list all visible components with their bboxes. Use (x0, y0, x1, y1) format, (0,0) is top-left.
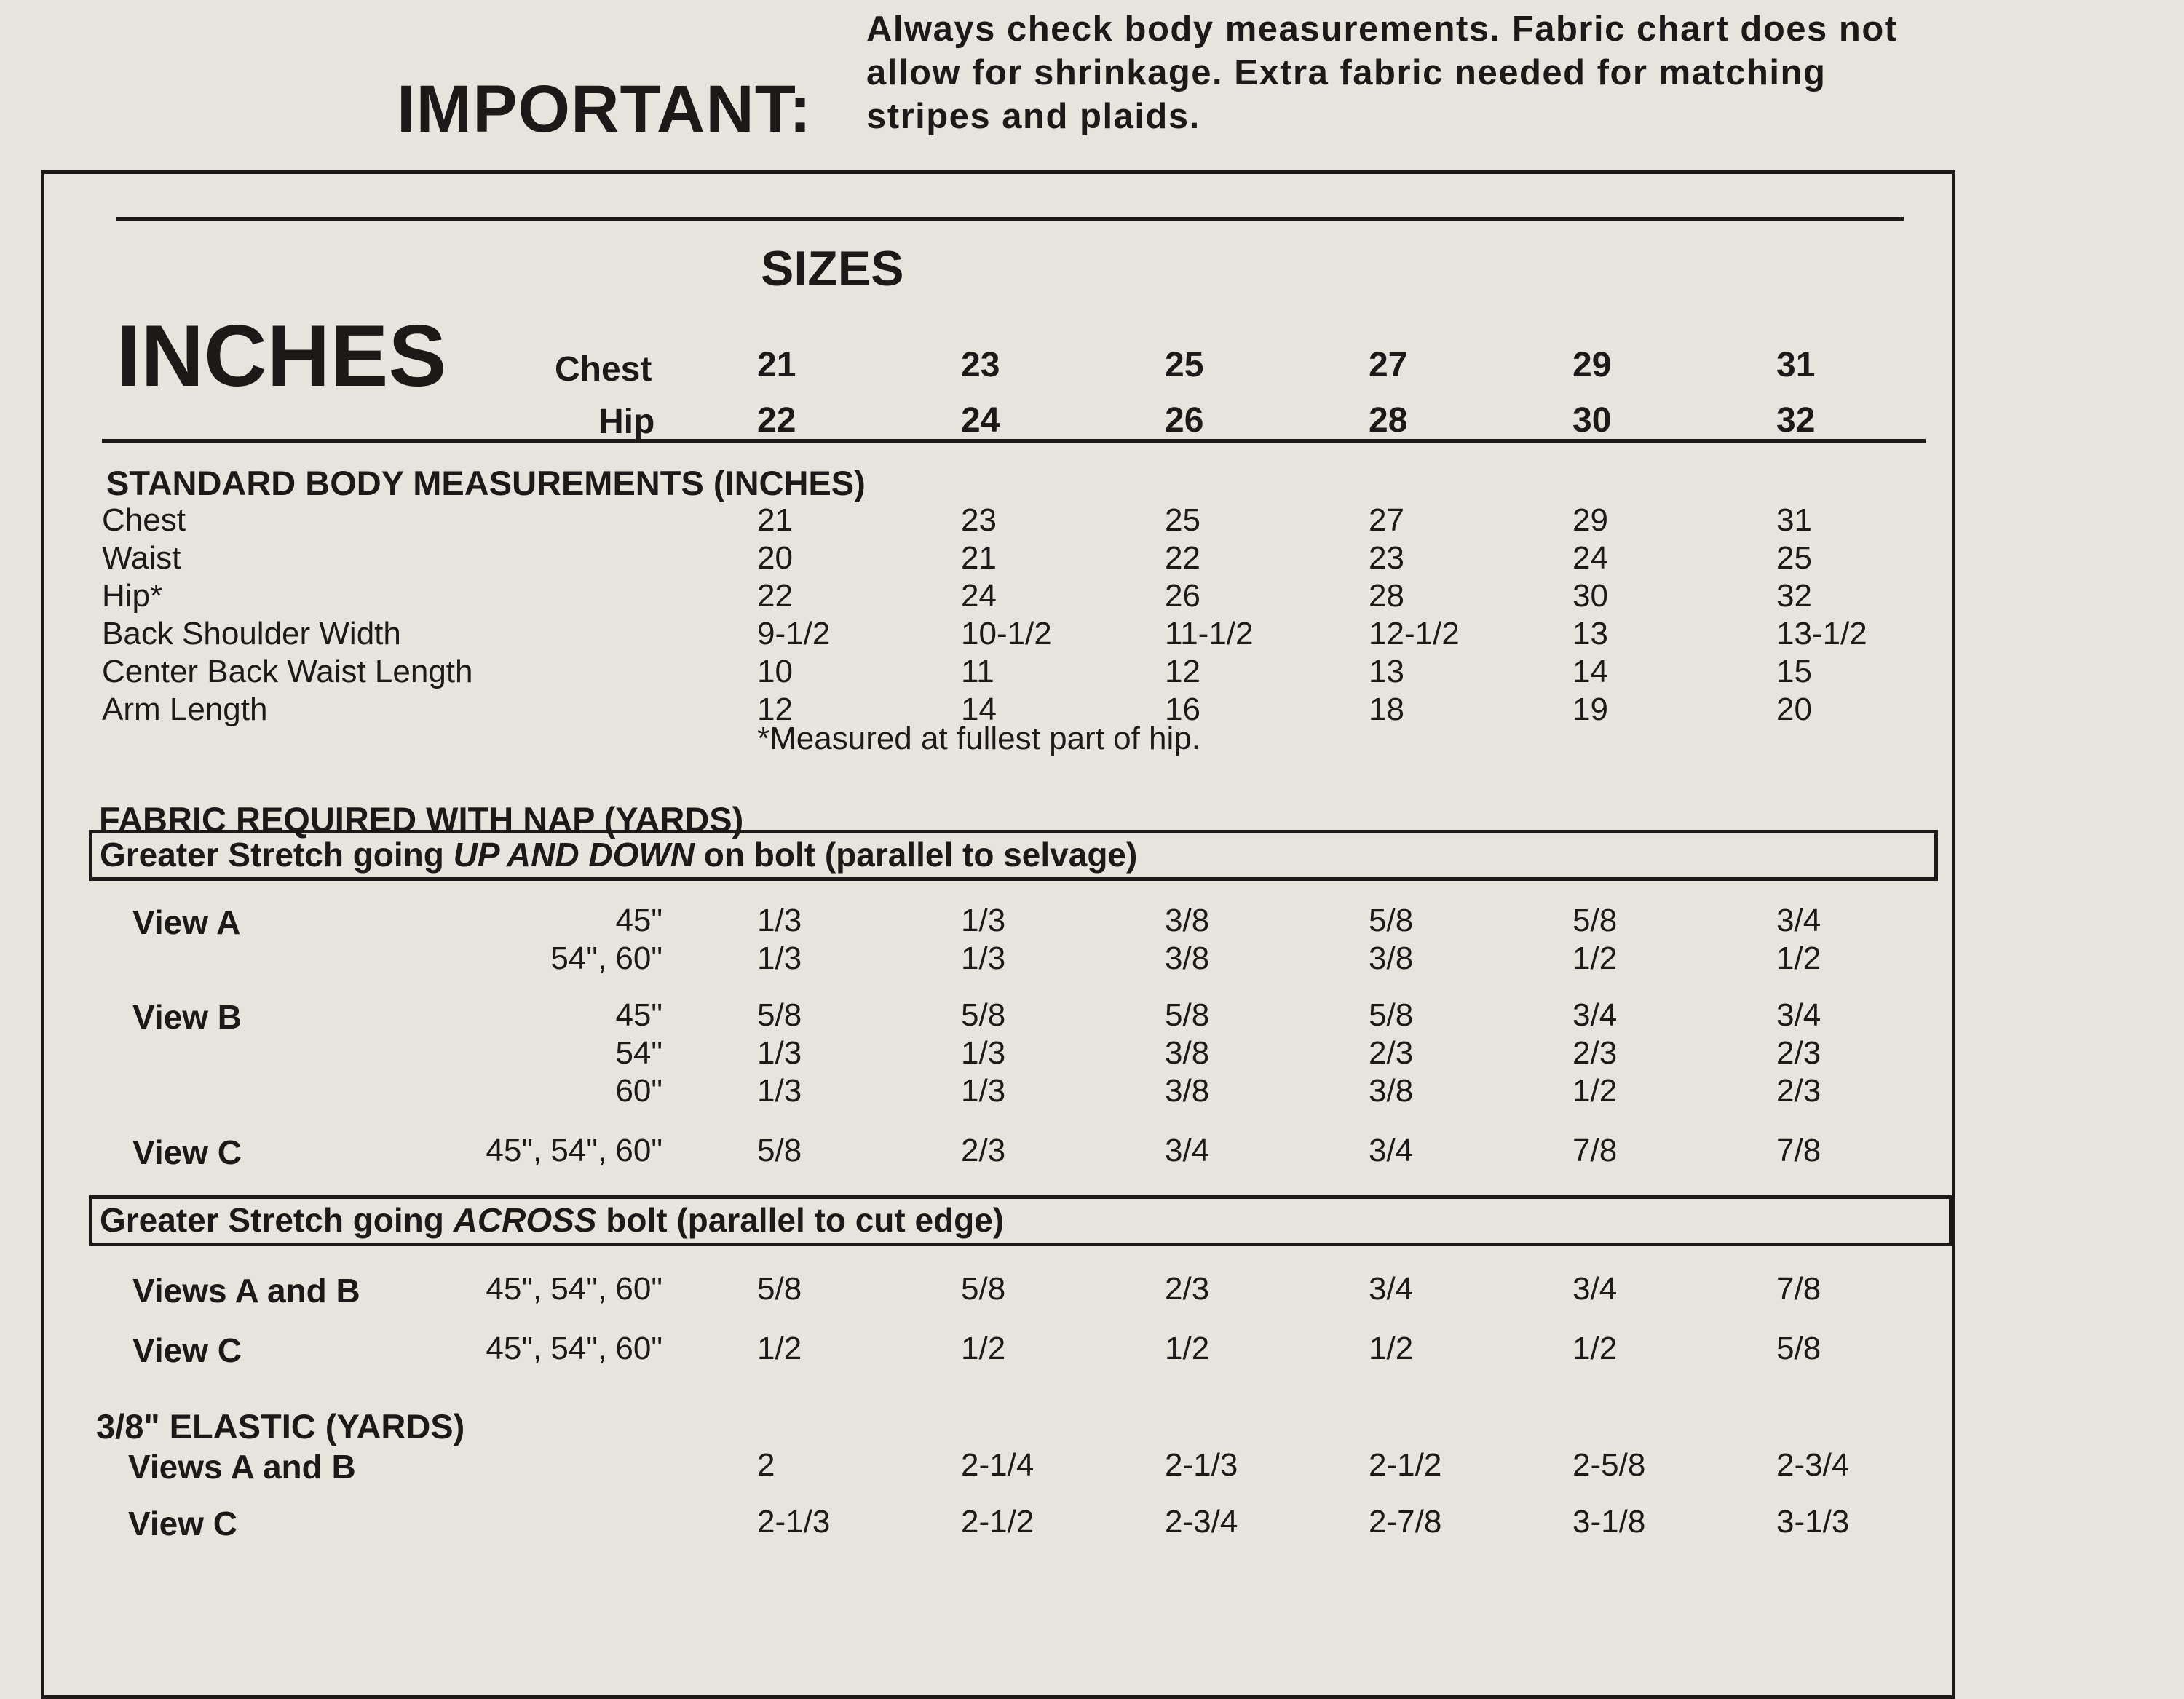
yardage-value: 3/8 (1165, 903, 1210, 938)
measurement-value: 21 (757, 502, 793, 538)
yardage-value: 1/2 (1776, 940, 1821, 976)
measurement-value: 13-1/2 (1776, 616, 1867, 652)
yardage-value: 1/2 (961, 1331, 1006, 1366)
measurement-value: 27 (1369, 502, 1404, 538)
hip-size-value: 24 (961, 401, 1000, 440)
yardage-value: 3/8 (1165, 1073, 1210, 1109)
measurement-label: Waist (102, 540, 181, 576)
measurement-value: 21 (961, 540, 997, 576)
measurement-value: 31 (1776, 502, 1812, 538)
measurement-value: 25 (1776, 540, 1812, 576)
measurement-value: 32 (1776, 578, 1812, 614)
hip-size-label: Hip (598, 403, 655, 441)
measurement-value: 12-1/2 (1369, 616, 1460, 652)
measurement-value: 19 (1572, 692, 1608, 727)
elastic-view-label: View C (128, 1505, 237, 1542)
fabric-width-label: 45" (615, 997, 662, 1033)
yardage-value: 5/8 (757, 997, 802, 1033)
elastic-yardage-value: 2-5/8 (1572, 1447, 1646, 1483)
yardage-value: 5/8 (1165, 997, 1210, 1033)
elastic-yardage-value: 2-1/2 (961, 1504, 1034, 1540)
up-down-text-before: Greater Stretch going (100, 836, 454, 874)
measurement-value: 23 (961, 502, 997, 538)
elastic-yardage-value: 3-1/3 (1776, 1504, 1850, 1540)
yardage-value: 5/8 (1572, 903, 1618, 938)
yardage-value: 7/8 (1776, 1133, 1821, 1168)
yardage-value: 7/8 (1776, 1271, 1821, 1307)
measurement-value: 25 (1165, 502, 1200, 538)
measurement-value: 26 (1165, 578, 1200, 614)
yardage-value: 1/3 (961, 903, 1006, 938)
chest-size-value: 21 (757, 346, 796, 384)
yardage-value: 1/2 (1369, 1331, 1414, 1366)
elastic-yardage-value: 2-7/8 (1369, 1504, 1442, 1540)
fabric-width-label: 45" (615, 903, 662, 938)
across-text-after: bolt (parallel to cut edge) (596, 1201, 1005, 1239)
measurement-value: 24 (961, 578, 997, 614)
measurement-value: 20 (757, 540, 793, 576)
elastic-yardage-value: 2-3/4 (1776, 1447, 1850, 1483)
chest-size-value: 27 (1369, 346, 1408, 384)
yardage-value: 3/8 (1369, 1073, 1414, 1109)
yardage-value: 1/2 (1165, 1331, 1210, 1366)
view-label: View B (132, 998, 242, 1036)
hip-size-value: 28 (1369, 401, 1408, 440)
measurement-value: 24 (1572, 540, 1608, 576)
header-rule (102, 439, 1926, 443)
yardage-value: 5/8 (1369, 903, 1414, 938)
across-stretch-box (89, 1195, 1952, 1246)
yardage-value: 1/2 (1572, 940, 1618, 976)
measurement-value: 12 (757, 692, 793, 727)
fabric-width-label: 60" (615, 1073, 662, 1109)
units-heading: INCHES (116, 307, 447, 405)
fabric-required-title: FABRIC REQUIRED WITH NAP (YARDS) (99, 800, 744, 839)
yardage-value: 2/3 (1572, 1035, 1618, 1071)
elastic-yardage-value: 3-1/8 (1572, 1504, 1646, 1540)
yardage-value: 1/2 (1572, 1073, 1618, 1109)
yardage-value: 5/8 (757, 1271, 802, 1307)
elastic-yardage-value: 2-1/2 (1369, 1447, 1442, 1483)
fabric-width-label: 45", 54", 60" (486, 1331, 662, 1366)
fabric-width-label: 45", 54", 60" (486, 1133, 662, 1168)
yardage-value: 2/3 (1776, 1035, 1821, 1071)
elastic-title: 3/8" ELASTIC (YARDS) (96, 1407, 465, 1446)
measurement-label: Arm Length (102, 692, 268, 727)
measurement-value: 13 (1369, 654, 1404, 689)
sizes-heading: SIZES (761, 241, 904, 296)
measurement-value: 15 (1776, 654, 1812, 689)
measurement-value: 22 (757, 578, 793, 614)
hip-footnote: *Measured at fullest part of hip. (757, 721, 1200, 756)
hip-size-value: 30 (1572, 401, 1612, 440)
yardage-value: 3/4 (1572, 997, 1618, 1033)
yardage-value: 1/3 (757, 1073, 802, 1109)
measurement-value: 16 (1165, 692, 1200, 727)
yardage-value: 1/3 (757, 1035, 802, 1071)
measurement-value: 20 (1776, 692, 1812, 727)
yardage-value: 1/3 (961, 1073, 1006, 1109)
yardage-value: 1/3 (757, 940, 802, 976)
yardage-value: 3/8 (1165, 1035, 1210, 1071)
chest-size-value: 31 (1776, 346, 1816, 384)
elastic-yardage-value: 2-1/3 (757, 1504, 831, 1540)
chest-size-value: 25 (1165, 346, 1204, 384)
yardage-value: 2/3 (961, 1133, 1006, 1168)
elastic-view-label: Views A and B (128, 1448, 356, 1486)
hip-size-value: 22 (757, 401, 796, 440)
hip-size-value: 32 (1776, 401, 1816, 440)
measurement-label: Chest (102, 502, 186, 538)
hip-size-value: 26 (1165, 401, 1204, 440)
yardage-value: 3/4 (1572, 1271, 1618, 1307)
measurement-value: 18 (1369, 692, 1404, 727)
measurement-value: 12 (1165, 654, 1200, 689)
yardage-value: 1/3 (961, 1035, 1006, 1071)
yardage-value: 3/4 (1369, 1133, 1414, 1168)
yardage-value: 3/8 (1369, 940, 1414, 976)
elastic-yardage-value: 2-1/4 (961, 1447, 1034, 1483)
yardage-value: 5/8 (961, 1271, 1006, 1307)
up-down-stretch-box (89, 830, 1938, 881)
yardage-value: 1/3 (961, 940, 1006, 976)
measurement-value: 11-1/2 (1165, 616, 1254, 652)
top-rule (116, 217, 1904, 221)
chest-size-value: 29 (1572, 346, 1612, 384)
measurement-value: 22 (1165, 540, 1200, 576)
measurement-value: 29 (1572, 502, 1608, 538)
view-label: View A (132, 903, 241, 941)
across-text-emphasis: ACROSS (453, 1201, 597, 1239)
measurement-value: 13 (1572, 616, 1608, 652)
across-text-before: Greater Stretch going (100, 1201, 454, 1239)
yardage-value: 3/4 (1369, 1271, 1414, 1307)
measurement-value: 9-1/2 (757, 616, 831, 652)
view-label: Views A and B (132, 1272, 360, 1310)
fabric-width-label: 45", 54", 60" (486, 1271, 662, 1307)
view-label: View C (132, 1331, 242, 1369)
yardage-value: 5/8 (1369, 997, 1414, 1033)
yardage-value: 3/8 (1165, 940, 1210, 976)
elastic-yardage-value: 2 (757, 1447, 775, 1483)
yardage-value: 5/8 (757, 1133, 802, 1168)
yardage-value: 3/4 (1776, 997, 1821, 1033)
measurement-value: 14 (961, 692, 997, 727)
fabric-width-label: 54" (615, 1035, 662, 1071)
measurement-value: 23 (1369, 540, 1404, 576)
yardage-value: 5/8 (1776, 1331, 1821, 1366)
up-down-text-after: on bolt (parallel to selvage) (695, 836, 1138, 874)
measurement-value: 28 (1369, 578, 1404, 614)
yardage-value: 2/3 (1369, 1035, 1414, 1071)
measurement-value: 11 (961, 654, 994, 689)
measurement-value: 10 (757, 654, 793, 689)
elastic-yardage-value: 2-1/3 (1165, 1447, 1238, 1483)
yardage-value: 2/3 (1776, 1073, 1821, 1109)
yardage-value: 1/3 (757, 903, 802, 938)
measurement-value: 14 (1572, 654, 1608, 689)
measurement-value: 30 (1572, 578, 1608, 614)
view-label: View C (132, 1133, 242, 1171)
yardage-value: 1/2 (1572, 1331, 1618, 1366)
measurement-label: Center Back Waist Length (102, 654, 473, 689)
yardage-value: 5/8 (961, 997, 1006, 1033)
measurement-label: Hip* (102, 578, 163, 614)
body-measurements-title: STANDARD BODY MEASUREMENTS (INCHES) (106, 464, 866, 502)
elastic-yardage-value: 2-3/4 (1165, 1504, 1238, 1540)
chest-size-label: Chest (555, 350, 652, 389)
important-label: IMPORTANT: (397, 72, 812, 146)
yardage-value: 7/8 (1572, 1133, 1618, 1168)
measurement-value: 10-1/2 (961, 616, 1052, 652)
yardage-value: 2/3 (1165, 1271, 1210, 1307)
yardage-value: 3/4 (1165, 1133, 1210, 1168)
yardage-value: 1/2 (757, 1331, 802, 1366)
yardage-value: 3/4 (1776, 903, 1821, 938)
up-down-text-emphasis: UP AND DOWN (453, 836, 695, 874)
chest-size-value: 23 (961, 346, 1000, 384)
measurement-label: Back Shoulder Width (102, 616, 401, 652)
important-note: Always check body measurements. Fabric chart does not allow for shrinkage. Extra fabric needed for matching stripes and plaids. (866, 9, 1898, 136)
fabric-width-label: 54", 60" (550, 940, 662, 976)
